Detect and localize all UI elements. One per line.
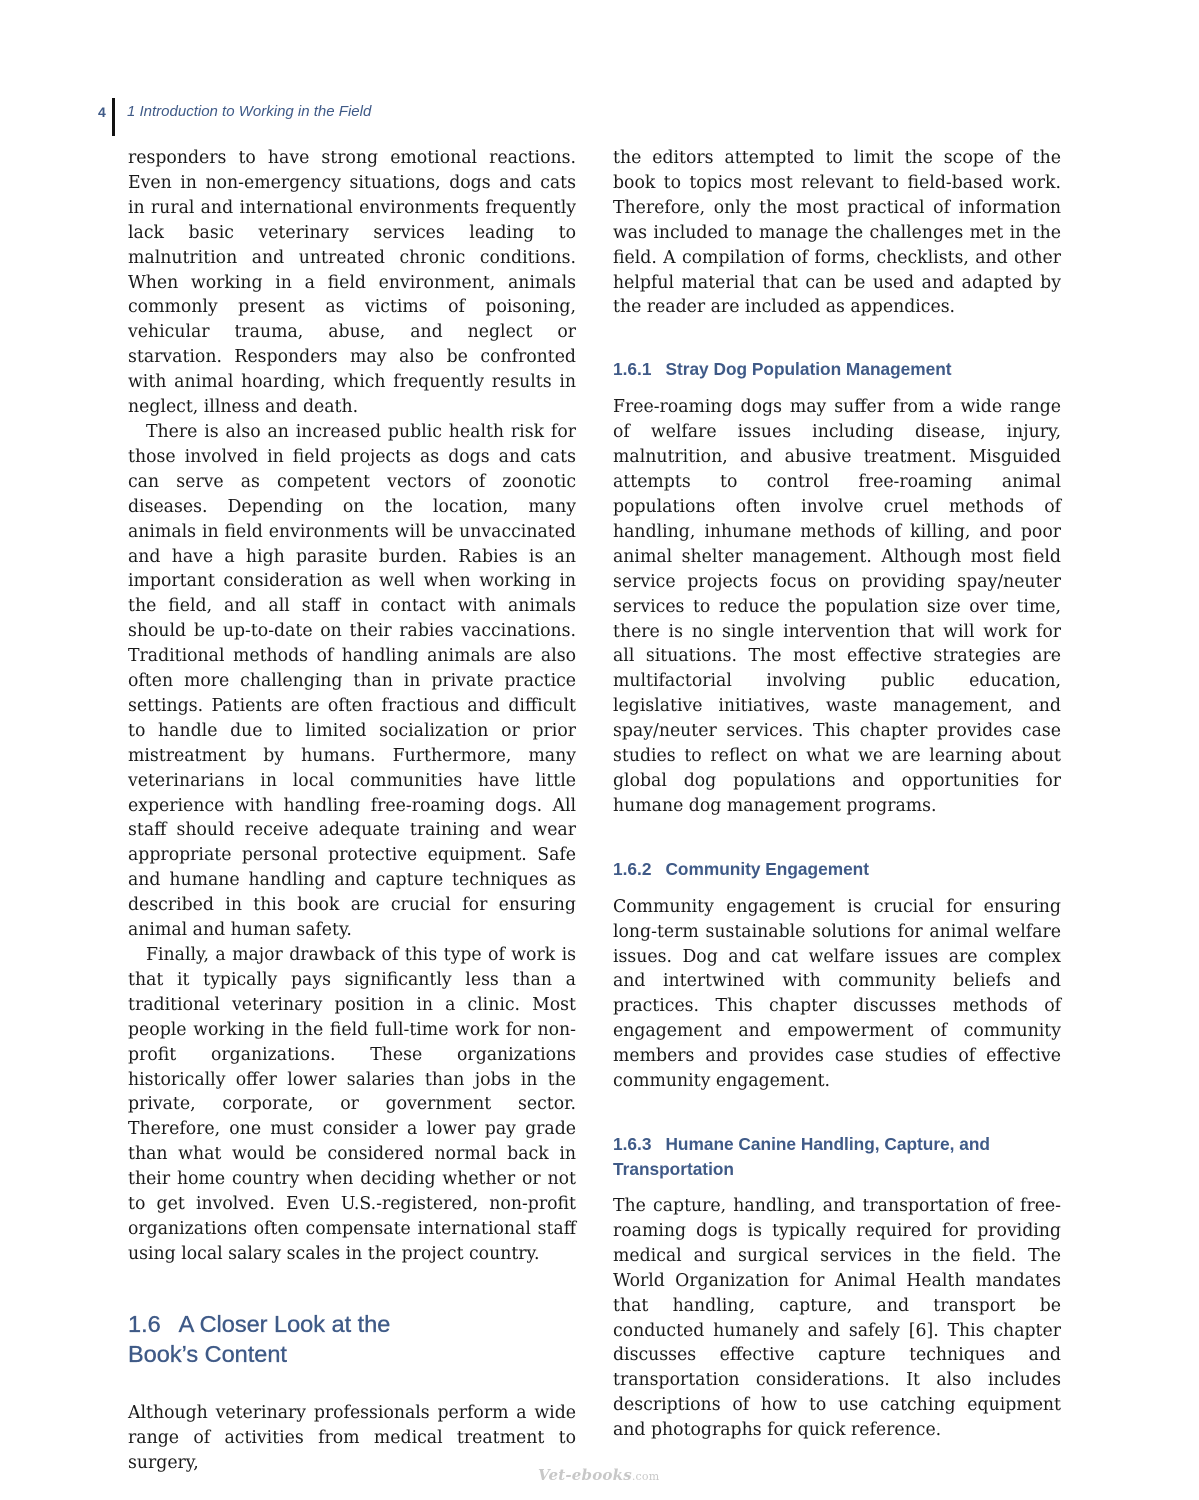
paragraph: the editors attempted to limit the scope of the book to topics most relevant to field-based work. Therefore, only the most practical of information was included to manage the challenges met in the field. A compilation of forms, checklists, and other helpful material that can be used and adapted by the reader are included as appendices.	[613, 148, 1061, 318]
subsection-heading-1-6-1	[613, 357, 1061, 382]
paragraph: The capture, handling, and transportation of free-roaming dogs is typically required for providing medical and surgical services in the field. The World Organization for Animal Health mandates that handling, capture, and transport be conducted humanely and safely [6]. This chapter discusses effective capture techniques and transportation considerations. It also includes descriptions of how to use catching equipment and photographs for quick reference.	[613, 1196, 1061, 1441]
page-header	[98, 98, 371, 136]
subsection-number: 1.6.1	[613, 359, 652, 380]
watermark-logo	[538, 1466, 659, 1484]
paragraph: Finally, a major drawback of this type of work is that it typically pays significantly less than a traditional veterinary position in a clinic. Most people working in the field full-time work for non-profit organizations. These organizations historically offer lower salaries than jobs in the private, corporate, or government sector. Therefore, one must consider a lower pay grade than what would be considered normal back in their home country when deciding whether or not to get involved. Even U.S.-registered, non-profit organizations often compensate international staff using local salary scales in the project country.	[128, 945, 576, 1264]
paragraph: There is also an increased public health risk for those involved in field projects as dogs and cats can serve as competent vectors of zoonotic diseases. Depending on the location, many animals in field environments will be unvaccinated and have a high parasite burden. Rabies is an important consideration as well when working in the field, and all staff in contact with animals should be up-to-date on their rabies vaccinations. Traditional methods of handling animals are also often more challenging than in private practice settings. Patients are often fractious and difficult to handle due to limited socialization or prior mistreatment by humans. Furthermore, many veterinarians in local communities have little experience with handling free-roaming dogs. All staff should receive adequate training and wear appropriate personal protective equipment. Safe and humane handling and capture techniques as described in this book are crucial for ensuring animal and human safety.	[128, 421, 576, 941]
subsection-heading-1-6-3	[613, 1132, 1061, 1182]
header-divider	[112, 98, 115, 136]
section-number: 1.6	[128, 1310, 161, 1337]
watermark-text: Vet-ebooks	[538, 1466, 632, 1484]
paragraph: Community engagement is crucial for ensuring long-term sustainable solutions for animal welfare issues. Dog and cat welfare issues are complex and intertwined with community beliefs and practices. This chapter discusses methods of engagement and empowerment of community members and provides case studies of effective community engagement.	[613, 896, 1061, 1092]
running-head: 1 Introduction to Working in the Field	[127, 103, 372, 120]
watermark-suffix: .com	[631, 1470, 660, 1483]
section-heading-1-6	[128, 1309, 576, 1369]
subsection-heading-1-6-2	[613, 857, 1061, 882]
subsection-number: 1.6.3	[613, 1134, 652, 1154]
subsection-title: Stray Dog Population Management	[665, 359, 952, 380]
section-title-line1: A Closer Look at the	[178, 1310, 391, 1337]
paragraph: Free-roaming dogs may suffer from a wide range of welfare issues including disease, injury, malnutrition, and abusive treatment. Misguided attempts to control free-roaming animal populations often involve cruel methods of handling, inhumane methods of killing, and poor animal shelter management. Although most field service projects focus on providing spay/neuter services to reduce the population size over time, there is no single intervention that will work for all situations. The most effective strategies are multifactorial involving public education, legislative initiatives, waste management, and spay/neuter services. This chapter provides case studies to reflect on what we are learning about global dog populations and opportunities for humane dog management programs.	[613, 397, 1061, 816]
paragraph: responders to have strong emotional reactions. Even in non-emergency situations, dogs and cats in rural and international environments frequently lack basic veterinary services leading to malnutrition and untreated chronic conditions. When working in a field environment, animals commonly present as victims of poisoning, vehicular trauma, abuse, and neglect or starvation. Responders may also be confronted with animal hoarding, which frequently results in neglect, illness and death.	[128, 148, 576, 418]
subsection-title-line2: Transportation	[613, 1159, 734, 1179]
subsection-title-line1: Humane Canine Handling, Capture, and	[665, 1134, 990, 1154]
paragraph: Although veterinary professionals perform a wide range of activities from medical treatment to surgery,	[128, 1402, 576, 1473]
page-number: 4	[98, 104, 106, 120]
right-column	[613, 146, 1061, 1443]
subsection-title: Community Engagement	[665, 858, 869, 879]
section-title-line2: Book’s Content	[128, 1340, 287, 1367]
subsection-number: 1.6.2	[613, 858, 652, 879]
left-column	[128, 146, 576, 1476]
